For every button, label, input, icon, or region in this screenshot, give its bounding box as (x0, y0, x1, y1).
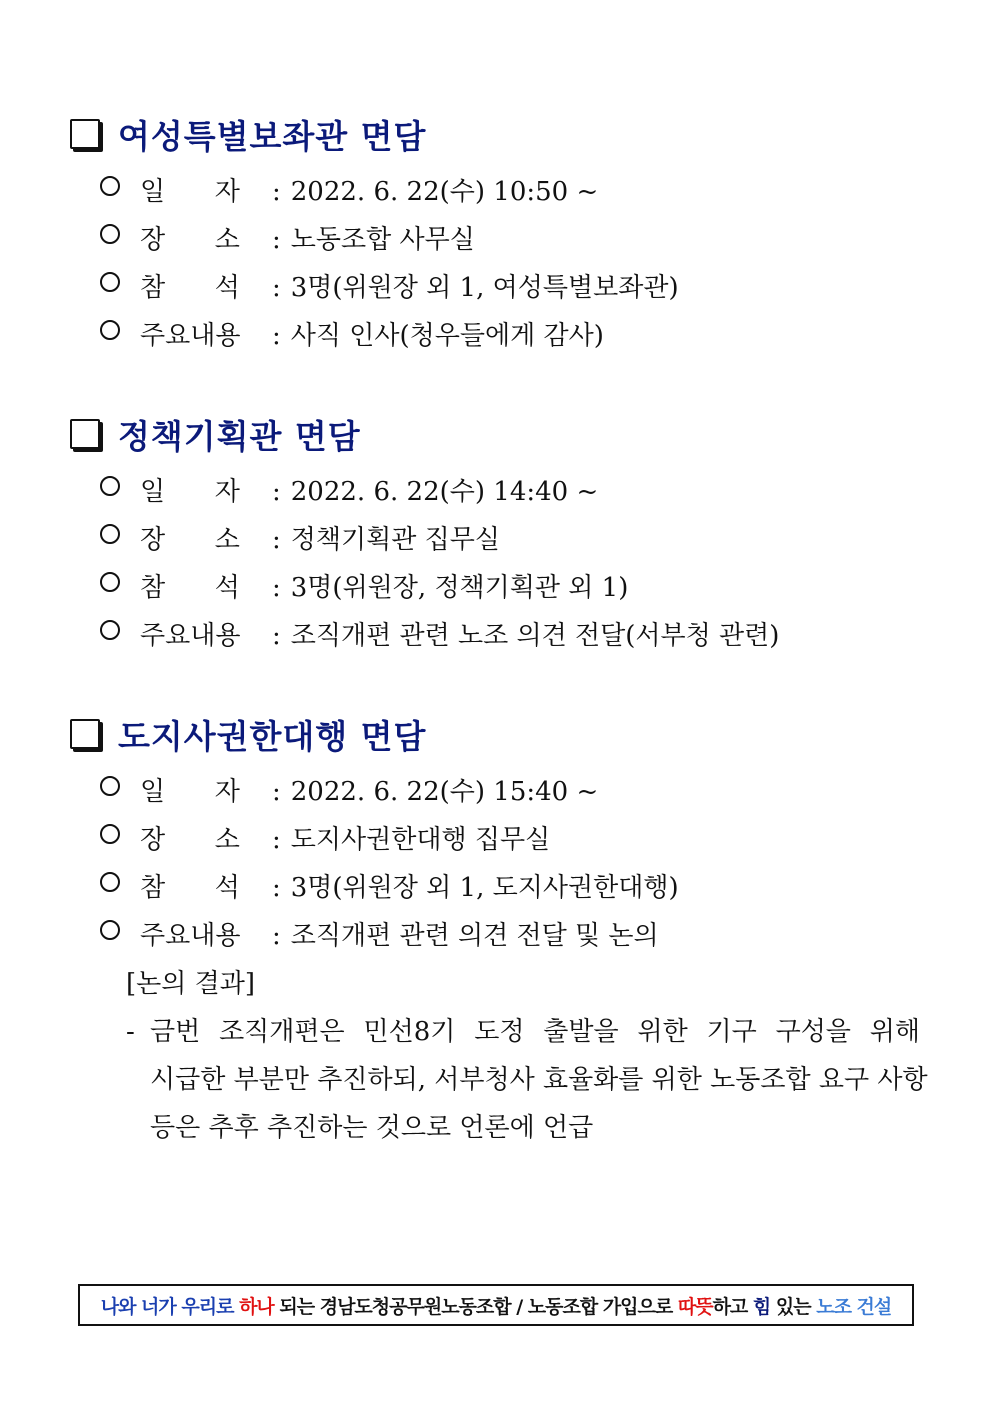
slogan-part: 나와 너가 우리로 (100, 1295, 240, 1318)
item-colon: : (272, 825, 281, 855)
section-3-item-attendees (70, 864, 930, 912)
item-value: 3명(위원장 외 1, 도지사권한대행) (290, 873, 679, 903)
circle-bullet-icon (100, 572, 120, 592)
circle-bullet-icon (100, 272, 120, 292)
slogan-part: 하고 (712, 1295, 753, 1318)
circle-bullet-icon (100, 524, 120, 544)
section-1-title: 여성특별보좌관 면담 (118, 116, 427, 156)
item-label: 일 자 (140, 177, 240, 207)
section-1 (70, 112, 930, 360)
section-3-item-place (70, 816, 930, 864)
item-label: 참 석 (140, 873, 240, 903)
circle-bullet-icon (100, 320, 120, 340)
section-2-title: 정책기획관 면담 (118, 416, 361, 456)
section-1-item-place (70, 216, 930, 264)
discussion-result-body (126, 1008, 928, 1152)
item-colon: : (272, 525, 281, 555)
section-2 (70, 412, 930, 660)
item-label: 주요내용 (140, 321, 241, 351)
circle-bullet-icon (100, 176, 120, 196)
item-label: 참 석 (140, 573, 240, 603)
item-colon: : (272, 573, 281, 603)
slogan-highlight-warm: 따뜻 (677, 1295, 713, 1318)
circle-bullet-icon (100, 776, 120, 796)
section-3 (70, 712, 930, 1152)
item-value: 조직개편 관련 의견 전달 및 논의 (290, 921, 659, 951)
section-3-item-date (70, 768, 930, 816)
section-2-item-content (70, 612, 930, 660)
item-label: 장 소 (140, 825, 240, 855)
section-1-item-attendees (70, 264, 930, 312)
discussion-result-title: [논의 결과] (126, 969, 256, 999)
circle-bullet-icon (100, 224, 120, 244)
slogan-highlight-union: 노조 건설 (816, 1295, 892, 1318)
item-label: 장 소 (140, 525, 240, 555)
item-value: 도지사권한대행 집무실 (290, 825, 551, 855)
item-value: 조직개편 관련 노조 의견 전달(서부청 관련) (290, 621, 780, 651)
item-colon: : (272, 873, 281, 903)
section-1-heading (70, 112, 930, 156)
item-value: 3명(위원장, 정책기획관 외 1) (290, 573, 629, 603)
checkbox-square-icon (70, 719, 100, 749)
result-line-1: 금번 조직개편은 민선8기 도정 출발을 위한 기구 구성을 위해 (150, 1017, 920, 1047)
section-3-item-content (70, 912, 930, 960)
circle-bullet-icon (100, 920, 120, 940)
item-label: 장 소 (140, 225, 240, 255)
item-colon: : (272, 921, 281, 951)
slogan-part: 있는 (770, 1295, 817, 1318)
slogan-part: 되는 경남도청공무원노동조합 / 노동조합 가입으로 (273, 1295, 678, 1318)
item-colon: : (272, 273, 281, 303)
item-value: 2022. 6. 22(수) 15:40 ~ (290, 777, 599, 807)
item-colon: : (272, 321, 281, 351)
result-line-2: 시급한 부분만 추진하되, 서부청사 효율화를 위한 노동조합 요구 사항 (150, 1065, 928, 1095)
section-3-heading (70, 712, 930, 756)
item-value: 사직 인사(청우들에게 감사) (290, 321, 604, 351)
circle-bullet-icon (100, 476, 120, 496)
item-label: 일 자 (140, 777, 240, 807)
circle-bullet-icon (100, 872, 120, 892)
item-colon: : (272, 225, 281, 255)
slogan-highlight-power: 힘 (752, 1295, 771, 1318)
item-value: 3명(위원장 외 1, 여성특별보좌관) (290, 273, 679, 303)
item-value: 2022. 6. 22(수) 14:40 ~ (290, 477, 599, 507)
section-2-heading (70, 412, 930, 456)
footer-slogan (78, 1284, 914, 1326)
section-1-item-content (70, 312, 930, 360)
item-colon: : (272, 477, 281, 507)
slogan-highlight-one: 하나 (239, 1295, 274, 1318)
dash-bullet: - (126, 1017, 135, 1047)
item-colon: : (272, 777, 281, 807)
checkbox-square-icon (70, 119, 100, 149)
section-2-item-date (70, 468, 930, 516)
checkbox-square-icon (70, 419, 100, 449)
section-2-item-place (70, 516, 930, 564)
circle-bullet-icon (100, 620, 120, 640)
item-colon: : (272, 177, 281, 207)
item-label: 주요내용 (140, 621, 241, 651)
section-2-item-attendees (70, 564, 930, 612)
circle-bullet-icon (100, 824, 120, 844)
item-colon: : (272, 621, 281, 651)
item-value: 노동조합 사무실 (290, 225, 475, 255)
item-value: 정책기획관 집무실 (290, 525, 500, 555)
item-label: 참 석 (140, 273, 240, 303)
section-1-item-date (70, 168, 930, 216)
section-3-title: 도지사권한대행 면담 (118, 716, 427, 756)
result-line-3: 등은 추후 추진하는 것으로 언론에 언급 (150, 1113, 594, 1143)
item-label: 일 자 (140, 477, 240, 507)
item-label: 주요내용 (140, 921, 241, 951)
item-value: 2022. 6. 22(수) 10:50 ~ (290, 177, 599, 207)
